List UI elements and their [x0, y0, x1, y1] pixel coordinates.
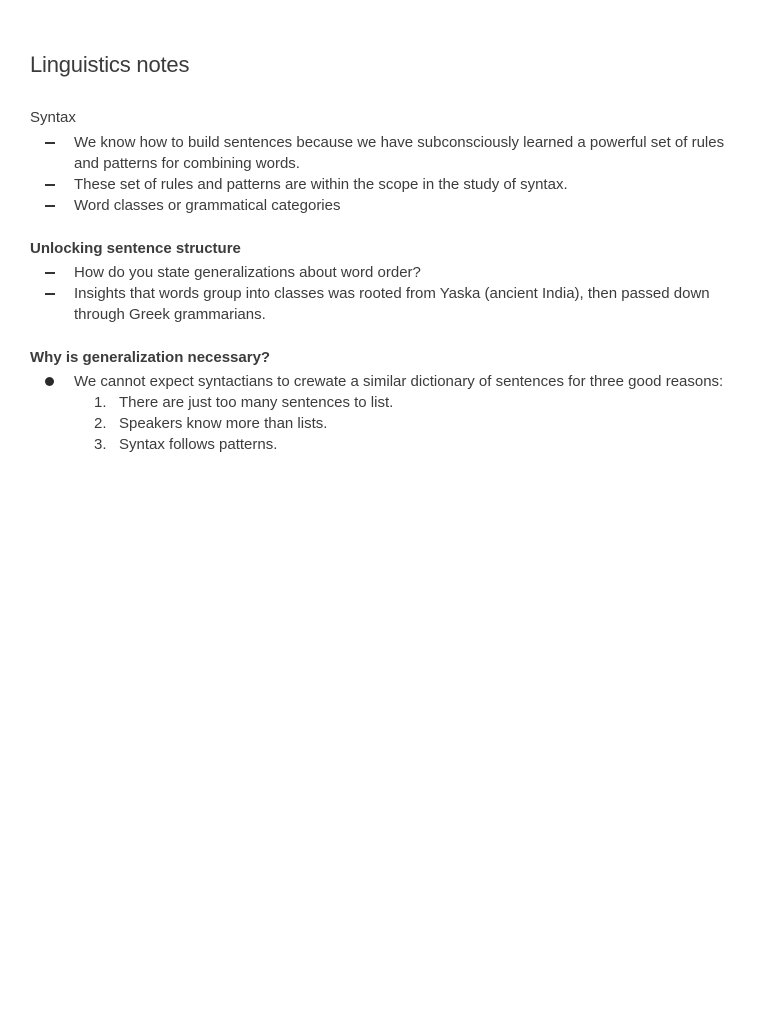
section-heading[interactable]: Unlocking sentence structure [30, 240, 241, 257]
list-item-text: Word classes or grammatical categories [74, 197, 341, 214]
section-heading[interactable]: Why is generalization necessary? [30, 349, 271, 366]
list-number: 1. [94, 394, 107, 411]
numbered-list [74, 392, 738, 455]
list-item[interactable] [30, 132, 738, 174]
dash-bullet-icon [44, 195, 58, 216]
list-item-text: How do you state generalizations about word order? [74, 264, 421, 281]
dash-bullet-icon [44, 262, 58, 283]
list-number: 3. [94, 436, 107, 453]
list-item[interactable] [30, 283, 738, 325]
list-item[interactable] [30, 262, 738, 283]
section-unlocking-sentence-structure [30, 239, 738, 325]
list-item-text: There are just too many sentences to list. [119, 394, 394, 411]
dash-list [30, 132, 738, 216]
numbered-list-item[interactable] [74, 413, 738, 434]
numbered-list-item[interactable] [74, 434, 738, 455]
page-title[interactable]: Linguistics notes [30, 52, 190, 77]
list-number: 2. [94, 415, 107, 432]
list-item-text: Syntax follows patterns. [119, 436, 278, 453]
list-item[interactable] [30, 195, 738, 216]
list-item-text: We know how to build sentences because we have subconsciously learned a powerful set of rules and patterns for combining words. [74, 134, 725, 172]
list-item[interactable] [30, 371, 738, 392]
section-heading[interactable]: Syntax [30, 109, 76, 126]
dash-bullet-icon [44, 174, 58, 195]
list-item[interactable] [30, 174, 738, 195]
section-syntax [30, 108, 738, 216]
dash-bullet-icon [44, 132, 58, 153]
list-item-text: Insights that words group into classes was rooted from Yaska (ancient India), then passed down through Greek grammarians. [74, 285, 710, 323]
bullet-dot-icon [44, 371, 58, 392]
dash-list [30, 262, 738, 325]
numbered-list-item[interactable] [74, 392, 738, 413]
dash-bullet-icon [44, 283, 58, 304]
list-item-text: Speakers know more than lists. [119, 415, 328, 432]
section-why-generalization [30, 348, 738, 455]
list-item-text: These set of rules and patterns are within the scope in the study of syntax. [74, 176, 568, 193]
list-item-text: We cannot expect syntactians to crewate a similar dictionary of sentences for three good reasons: [74, 373, 724, 390]
bullet-list [30, 371, 738, 392]
